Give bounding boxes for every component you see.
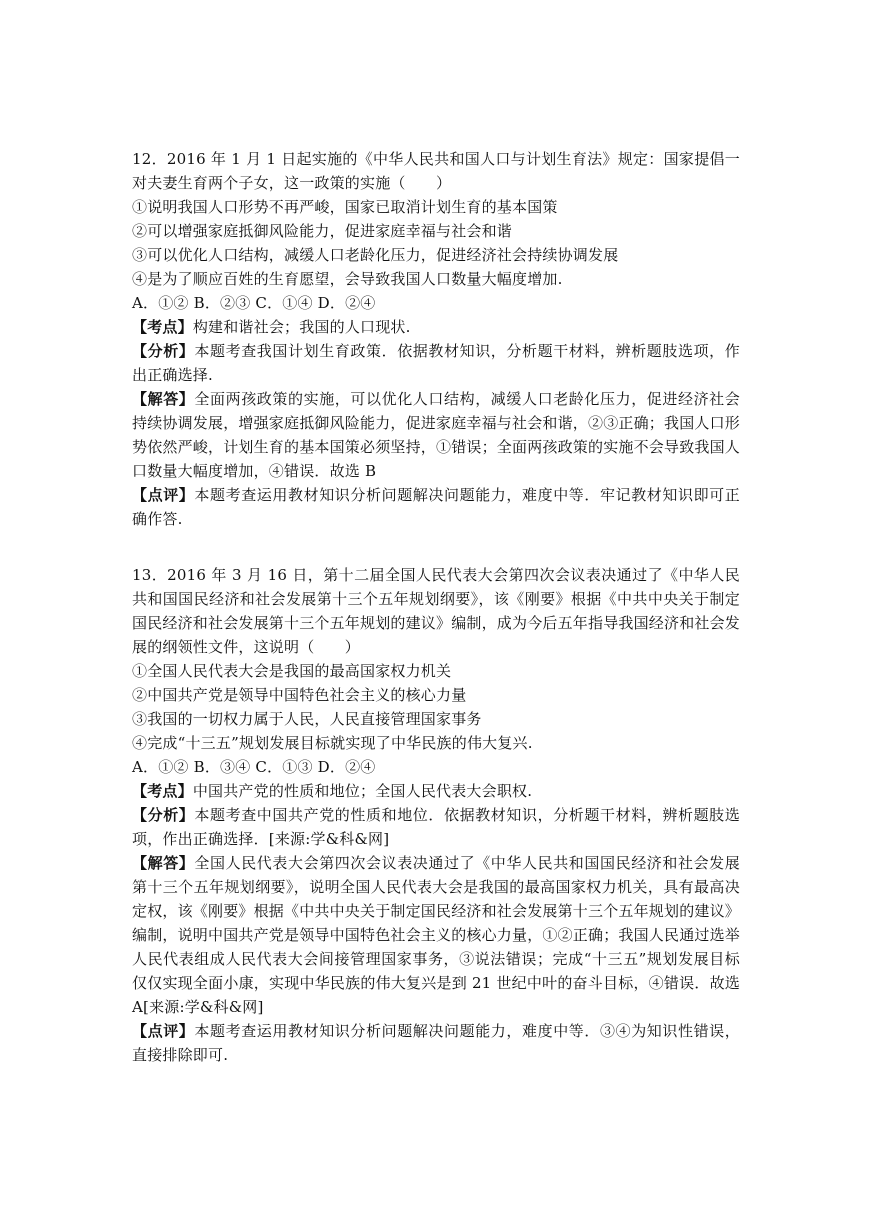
fenxi-section (132, 803, 740, 851)
kaodian-section (132, 779, 740, 803)
dianping-label: 【点评】 (132, 1022, 195, 1040)
option-2: ②中国共产党是领导中国特色社会主义的核心力量 (132, 686, 467, 704)
option-4: ④是为了顺应百姓的生育愿望，会导致我国人口数量大幅度增加. (132, 270, 563, 288)
dianping-text: 本题考查运用教材知识分析问题解决问题能力，难度中等．③④为知识性错误，直接排除即可. (132, 1022, 740, 1064)
kaodian-section (132, 315, 740, 339)
dianping-label: 【点评】 (132, 486, 195, 504)
jieda-section (132, 387, 740, 483)
kaodian-text: 中国共产党的性质和地位；全国人民代表大会职权. (192, 782, 533, 800)
answer-choices: A．①② B．③④ C．①③ D．②④ (132, 758, 376, 776)
kaodian-text: 构建和谐社会；我国的人口现状. (192, 318, 411, 336)
option-1: ①全国人民代表大会是我国的最高国家权力机关 (132, 662, 452, 680)
jieda-label: 【解答】 (132, 390, 195, 408)
fenxi-text: 本题考查中国共产党的性质和地位．依据教材知识，分析题干材料，辨析题肢选项，作出正确选择．[来源:学&科&网] (132, 806, 740, 848)
dianping-section (132, 483, 740, 531)
question-stem: 12．2016 年 1 月 1 日起实施的《中华人民共和国人口与计划生育法》规定：国家提倡一对夫妻生育两个子女，这一政策的实施（ ） (132, 150, 740, 192)
fenxi-label: 【分析】 (132, 806, 195, 824)
option-3: ③可以优化人口结构，减缓人口老龄化压力，促进经济社会持续协调发展 (132, 246, 619, 264)
option-4: ④完成“十三五”规划发展目标就实现了中华民族的伟大复兴. (132, 734, 533, 752)
option-3: ③我国的一切权力属于人民，人民直接管理国家事务 (132, 710, 482, 728)
question-13 (132, 563, 740, 1067)
jieda-label: 【解答】 (132, 854, 195, 872)
answer-choices: A．①② B．②③ C．①④ D．②④ (132, 294, 376, 312)
fenxi-section (132, 339, 740, 387)
jieda-text: 全面两孩政策的实施，可以优化人口结构，减缓人口老龄化压力，促进经济社会持续协调发展，增强家庭抵御风险能力，促进家庭幸福与社会和谐，②③正确；我国人口形势依然严峻，计划生育的基本国策必须坚持，①错误；全面两孩政策的实施不会导致我国人口数量大幅度增加，④错误．故选 B (132, 390, 741, 480)
option-1: ①说明我国人口形势不再严峻，国家已取消计划生育的基本国策 (132, 198, 558, 216)
dianping-text: 本题考查运用教材知识分析问题解决问题能力，难度中等．牢记教材知识即可正确作答. (132, 486, 740, 528)
option-2: ②可以增强家庭抵御风险能力，促进家庭幸福与社会和谐 (132, 222, 513, 240)
kaodian-label: 【考点】 (132, 782, 193, 800)
question-12 (132, 147, 740, 531)
question-stem: 13．2016 年 3 月 16 日，第十二届全国人民代表大会第四次会议表决通过了《中华人民共和国国民经济和社会发展第十三个五年规划纲要》，该《刚要》根据《中共中央关于制定国民经济和社会发展第十三个五年规划的建议》编制，成为今后五年指导我国经济和社会发展的纲领性文件，这说明（ ） (132, 566, 741, 656)
fenxi-text: 本题考查我国计划生育政策．依据教材知识，分析题干材料，辨析题肢选项，作出正确选择. (132, 342, 740, 384)
jieda-text: 全国人民代表大会第四次会议表决通过了《中华人民共和国国民经济和社会发展第十三个五年规划纲要》，说明全国人民代表大会是我国的最高国家权力机关，具有最高决定权，该《刚要》根据《中共中央关于制定国民经济和社会发展第十三个五年规划的建议》编制，说明中国共产党是领导中国特色社会主义的核心力量，①②正确；我国人民通过选举人民代表组成人民代表大会间接管理国家事务，③说法错误；完成“十三五”规划发展目标仅仅实现全面小康，实现中华民族的伟大复兴是到 21 世纪中叶的奋斗目标，④错误．故选 A[来源:学&科&网] (132, 854, 741, 1016)
kaodian-label: 【考点】 (132, 318, 193, 336)
fenxi-label: 【分析】 (132, 342, 195, 360)
dianping-section (132, 1019, 740, 1067)
jieda-section (132, 851, 740, 1019)
